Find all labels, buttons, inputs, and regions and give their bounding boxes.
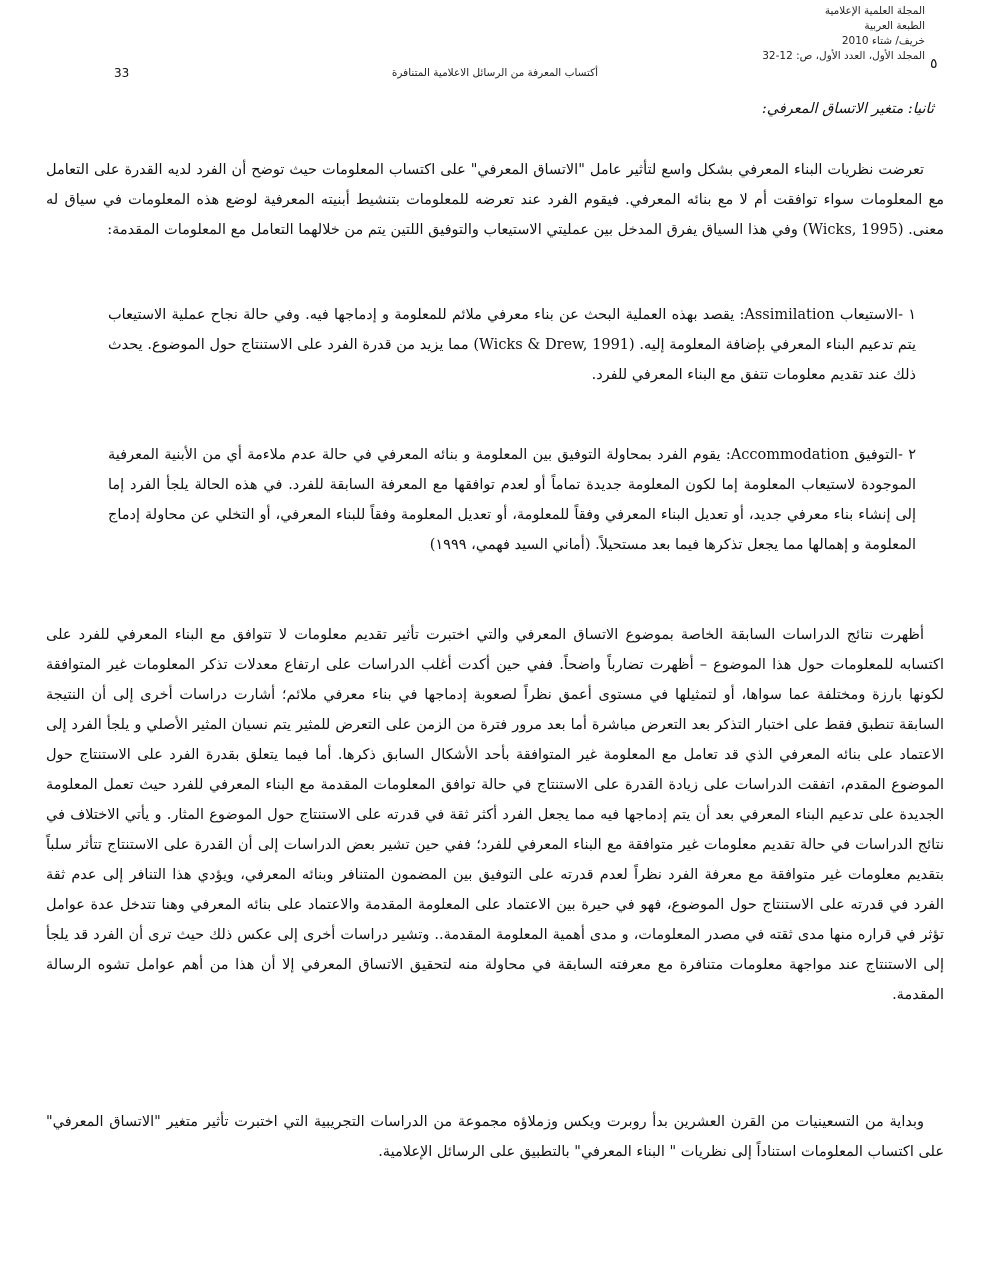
paragraph-findings: أظهرت نتائج الدراسات السابقة الخاصة بموضوع الاتساق المعرفي والتي اختبرت تأثير تقديم معلومات لا تتوافق مع البناء المعرفي للفرد على اكتسابه للمعلومات حول هذا الموضوع – أظهرت تضارباً واضحاً. ففي حين أكدت أغلب الدراسات على ارتفاع معدلات تذكر المعلومات غير المتوافقة لكونها بارزة ومختلفة عما سواها، أو لتمثيلها في مستوى أعمق نظراً لصعوبة إدماجها في بناء معرفي ملائم؛ أشارت دراسات أخرى إلى أن النتيجة السابقة تنطبق فقط على اختبار التذكر بعد التعرض مباشرة أما بعد مرور فترة من الزمن على التعرض للمثير يتم نسيان المثير الأصلي و يلجأ الفرد إلى الاعتماد على بنائه المعرفي الذي قد تعامل مع المعلومة غير المتوافقة بأحد الأشكال السابق ذكرها. أما فيما يتعلق بقدرة الفرد على الاستنتاج حول الموضوع المقدم، اتفقت الدراسات على زيادة القدرة على الاستنتاج في حالة توافق المعلومات المقدمة مع البناء المعرفي للفرد حيث تعمل المعلومة الجديدة على تدعيم البناء المعرفي بعد أن يتم إدماجها فيه مما يجعل الفرد أكثر ثقة في قدرته على الاستنتاج حول الموضوع المثار. و يأتي الاختلاف في نتائج الدراسات في حالة تقديم معلومات غير متوافقة مع البناء المعرفي للفرد؛ ففي حين تشير بعض الدراسات إلى أن القدرة على الاستنتاج تتأثر سلباً بتقديم معلومات غير متوافقة مع معرفة الفرد نظراً لعدم قدرته على التوفيق بين المضمون المتنافر وبنائه المعرفي، ويؤدي هذا التنافر إلى عدم ثقة الفرد في قدرته على الاستنتاج حول الموضوع، فهو في حيرة بين الاعتماد على المعلومة المقدمة والاعتماد على بنائه المعرفي وهنا تتدخل عدة عوامل تؤثر في قراره منها مدى ثقته في مصدر المعلومات، و مدى أهمية المعلومة المقدمة.. وتشير دراسات أخرى إلى عكس ذلك حيث ترى أن الفرد قد يلجأ إلى الاستنتاج عند مواجهة معلومات متنافرة مع معرفته السابقة في محاولة منه لتحقيق الاتساق المعرفي إلا أن هذا من أهم عوامل تشوه الرسالة المقدمة.	[46, 626, 944, 1003]
section-heading: ثانيا: متغير الاتساق المعرفي:	[761, 101, 934, 117]
paragraph-assimilation: ١ -الاستيعاب Assimilation: يقصد بهذه العملية البحث عن بناء معرفي ملائم للمعلومة و إدماجها فيه. وفي حالة نجاح عملية الاستيعاب يتم تدعيم البناء المعرفي بإضافة المعلومة إليه. (Wicks & Drew, 1991) مما يزيد من قدرة الفرد على الاستنتاج حول الموضوع. يحدث ذلك عند تقديم معلومات تتفق مع البناء المعرفي للفرد.	[108, 306, 916, 383]
paragraph-accommodation: ٢ -التوفيق Accommodation: يقوم الفرد بمحاولة التوفيق بين المعلومة و بنائه المعرفي في حالة عدم ملاءمة أي من الأبنية المعرفية الموجودة لاستيعاب المعلومة إما لكون المعلومة جديدة تماماً أو لعدم توافقها مع المعرفة السابقة للفرد. في هذه الحالة يلجأ الفرد إما إلى إنشاء بناء معرفي جديد، أو تعديل البناء المعرفي وفقاً للمعلومة، أو تعديل المعلومة وفقاً للبناء المعرفي، أو التخلي عن محاولة إدماج المعلومة و إهمالها مما يجعل تذكرها فيما بعد مستحيلاً. (أماني السيد فهمي، ١٩٩٩)	[108, 446, 916, 553]
journal-volume: المجلد الأول، العدد الأول، ص: 12-32	[762, 50, 925, 62]
running-head: أكتساب المعرفة من الرسائل الاعلامية المتنافرة	[391, 67, 599, 79]
paragraph-intro: تعرضت نظريات البناء المعرفي بشكل واسع لتأثير عامل "الاتساق المعرفي" على اكتساب المعلومات حيث توضح أن الفرد لديه القدرة على التعامل مع المعلومات سواء توافقت أم لا مع بنائه المعرفي. فيقوم الفرد عند تعرضه للمعلومات بتنشيط أبنيته المعرفية لوضع هذه المعلومات في سياق له معنى. (Wicks, 1995) وفي هذا السياق يفرق المدخل بين عمليتي الاستيعاب والتوفيق اللتين يتم من خلالهما التعامل مع المعلومات المقدمة:	[46, 161, 944, 238]
journal-info	[725, 4, 925, 64]
journal-season: خريف/ شتاء 2010	[841, 35, 925, 47]
page-number: ٥	[930, 56, 938, 72]
journal-name: المجلة العلمية الإعلامية	[824, 5, 925, 17]
journal-edition: الطبعة العربية	[864, 20, 925, 32]
paragraph-wicks: وبداية من التسعينيات من القرن العشرين بدأ روبرت ويكس وزملاؤه مجموعة من الدراسات التجريبية التي اختبرت تأثير متغير "الاتساق المعرفي" على اكتساب المعلومات استناداً إلى نظريات " البناء المعرفي" بالتطبيق على الرسائل الإعلامية.	[46, 1113, 944, 1160]
page-count: 33	[114, 66, 130, 80]
